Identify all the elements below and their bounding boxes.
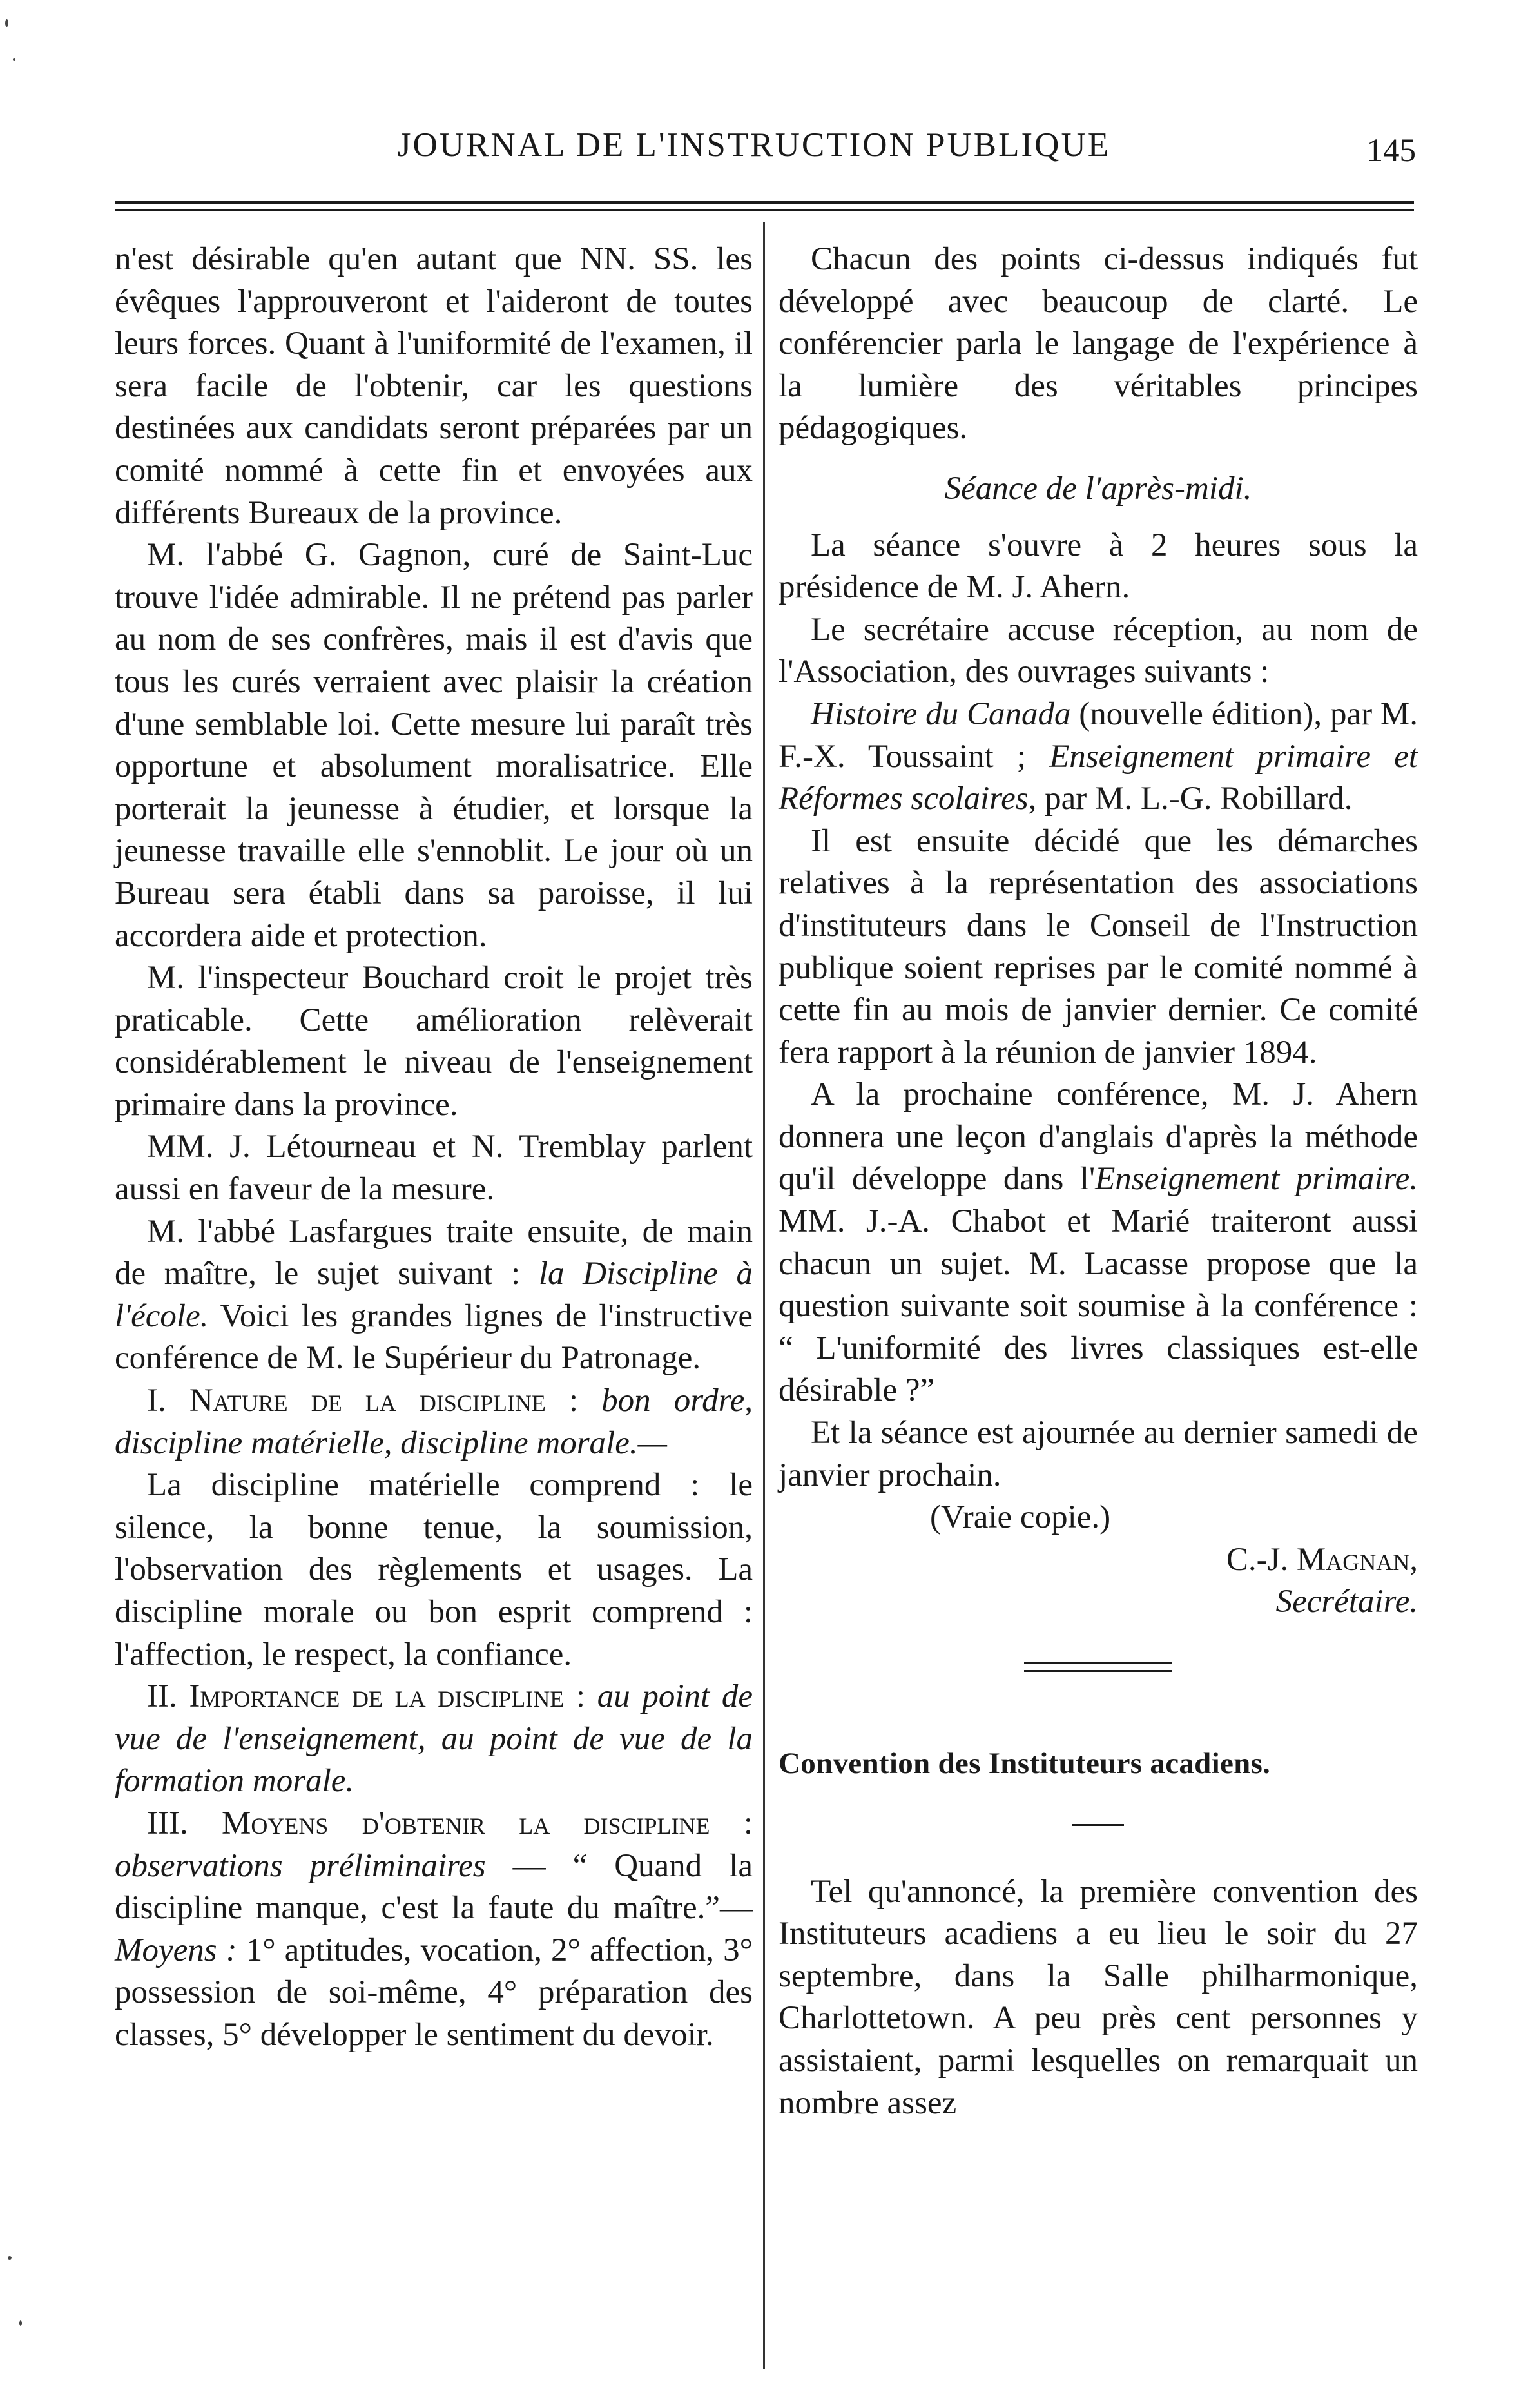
small-caps-run: Moyens d'obtenir la discipline bbox=[222, 1805, 710, 1841]
text-run: 1° aptitudes, vocation, 2° affection, 3° possession de soi-même, 4° préparation des classes, 5° développer le sentiment du devoir. bbox=[115, 1932, 753, 2053]
text-run: III. bbox=[147, 1805, 222, 1841]
paragraph: Tel qu'annoncé, la première convention des Instituteurs acadiens a eu lieu le soir du 27 septembre, dans la Salle philharmonique, Charlottetown. A peu près cent personnes y assistaient, parmi lesquelles on remarquait un nombre assez bbox=[779, 1873, 1418, 2121]
paragraph bbox=[115, 1803, 753, 2057]
header-rule-secondary bbox=[115, 209, 1414, 211]
paragraph bbox=[115, 1380, 753, 1464]
small-caps-run: Nature de la discipline bbox=[189, 1383, 546, 1419]
paragraph bbox=[115, 1211, 753, 1380]
paragraph: M. l'inspecteur Bouchard croit le projet très praticable. Cette amélioration relèverait considérablement le niveau de l'enseignement primaire dans la province. bbox=[115, 960, 753, 1123]
text-run: : bbox=[710, 1805, 753, 1841]
paragraph: Et la séance est ajournée au dernier samedi de janvier prochain. bbox=[779, 1415, 1418, 1493]
signature-name: C.-J. Magnan, bbox=[1226, 1541, 1418, 1578]
italic-run: au point de vue de l'enseignement, au point de vue de la formation morale. bbox=[115, 1678, 753, 1800]
text-run: M. l'abbé Lasfargues traite ensuite, de main de maître, le sujet suivant : bbox=[115, 1213, 753, 1292]
small-caps-run: Importance de la discipline bbox=[189, 1678, 565, 1715]
paragraph: Chacun des points ci-dessus indiqués fut développé avec beaucoup de clarté. Le conférencier parla le langage de l'expérience à la lumière des véritables principes pédagogiques. bbox=[779, 241, 1418, 447]
session-heading: Séance de l'après-midi. bbox=[944, 470, 1252, 507]
text-run: — “ Quand la discipline manque, c'est la faute du maître.”— bbox=[115, 1847, 753, 1927]
text-run: Voici les grandes lignes de l'instructive conférence de M. le Supérieur du Patronage. bbox=[115, 1297, 753, 1377]
italic-run: Enseignement primaire. bbox=[1095, 1161, 1418, 1198]
paragraph: M. l'abbé G. Gagnon, curé de Saint-Luc trouve l'idée admirable. Il ne prétend pas parler au nom de ses confrères, mais il est d'avis que tous les curés verraient avec plaisir la création d'une semblable loi. Cette mesure lui paraît très opportune et absolument moralisatrice. Elle porterait la jeunesse à étudier, et lorsque la jeunesse travaille elle s'ennoblit. Le jour où un Bureau sera établi dans sa paroisse, il lui accordera aide et protection. bbox=[115, 537, 753, 954]
signature-title: Secrétaire. bbox=[1275, 1584, 1418, 1620]
paragraph: n'est désirable qu'en autant que NN. SS. les évêques l'approuveront et l'aideront de toutes leurs forces. Quant à l'uniformité de l'examen, il sera facile de l'obtenir, car les questions destinées aux candidats seront préparées par un comité nommé à cette fin et envoyées aux différents Bureaux de la province. bbox=[115, 241, 753, 531]
left-column bbox=[115, 238, 753, 2057]
text-run: , par M. L.-G. Robillard. bbox=[1028, 781, 1353, 817]
page-number: 145 bbox=[1366, 133, 1416, 169]
italic-run: Enseignement primaire et Réformes scolaires bbox=[779, 738, 1418, 817]
paragraph: La séance s'ouvre à 2 heures sous la présidence de M. J. Ahern. bbox=[779, 527, 1418, 606]
text-run: (nouvelle édition), par M. F.-X. Toussaint ; bbox=[779, 695, 1418, 775]
paragraph bbox=[115, 1676, 753, 1803]
paragraph: MM. J. Létourneau et N. Tremblay parlent aussi en faveur de la mesure. bbox=[115, 1129, 753, 1208]
paragraph bbox=[779, 1074, 1418, 1412]
scan-speck bbox=[13, 58, 15, 61]
scan-speck bbox=[5, 19, 8, 27]
text-run: : bbox=[545, 1383, 602, 1419]
text-run: A la prochaine conférence, M. J. Ahern donnera une leçon d'anglais d'après la méthode qu'il développe dans l' bbox=[779, 1076, 1418, 1198]
paragraph: Le secrétaire accuse réception, au nom de l'Association, des ouvrages suivants : bbox=[779, 611, 1418, 690]
italic-run: Histoire du Canada bbox=[811, 695, 1071, 732]
italic-run: bon ordre, discipline matérielle, discipline morale.— bbox=[115, 1383, 753, 1461]
text-run: I. bbox=[147, 1383, 189, 1419]
italic-run: la Discipline à l'école. bbox=[115, 1256, 753, 1334]
paragraph bbox=[779, 694, 1418, 820]
heading-rule bbox=[1072, 1824, 1124, 1826]
section-heading: Convention des Instituteurs acadiens. bbox=[779, 1747, 1271, 1780]
column-divider bbox=[763, 222, 765, 2369]
running-head: JOURNAL DE L'INSTRUCTION PUBLIQUE bbox=[397, 126, 1111, 164]
right-column bbox=[779, 238, 1418, 2124]
paragraph: La discipline matérielle comprend : le silence, la bonne tenue, la soumission, l'observation des règlements et usages. La discipline morale ou bon esprit comprend : l'affection, le respect, la confiance. bbox=[115, 1467, 753, 1673]
paragraph: Il est ensuite décidé que les démarches relatives à la représentation des associations d'instituteurs dans le Conseil de l'Instruction publique soient reprises par le comité nommé à cette fin au mois de janvier dernier. Ce comité fera rapport à la réunion de janvier 1894. bbox=[779, 822, 1418, 1071]
italic-run: observations préliminaires bbox=[115, 1847, 486, 1884]
copy-note: (Vraie copie.) bbox=[930, 1499, 1111, 1536]
scan-speck bbox=[19, 2320, 22, 2326]
text-run: II. bbox=[147, 1678, 189, 1715]
scan-speck bbox=[8, 2256, 12, 2260]
text-run: : bbox=[564, 1678, 597, 1715]
italic-run: Moyens : bbox=[115, 1932, 237, 1968]
text-run: MM. J.-A. Chabot et Marié traiteront aussi chacun un sujet. M. Lacasse propose que la question suivante soit soumise à la conférence : “ L'uniformité des livres classiques est-elle désirable ?” bbox=[779, 1203, 1418, 1409]
section-separator bbox=[1024, 1662, 1172, 1672]
header-rule bbox=[115, 201, 1414, 204]
